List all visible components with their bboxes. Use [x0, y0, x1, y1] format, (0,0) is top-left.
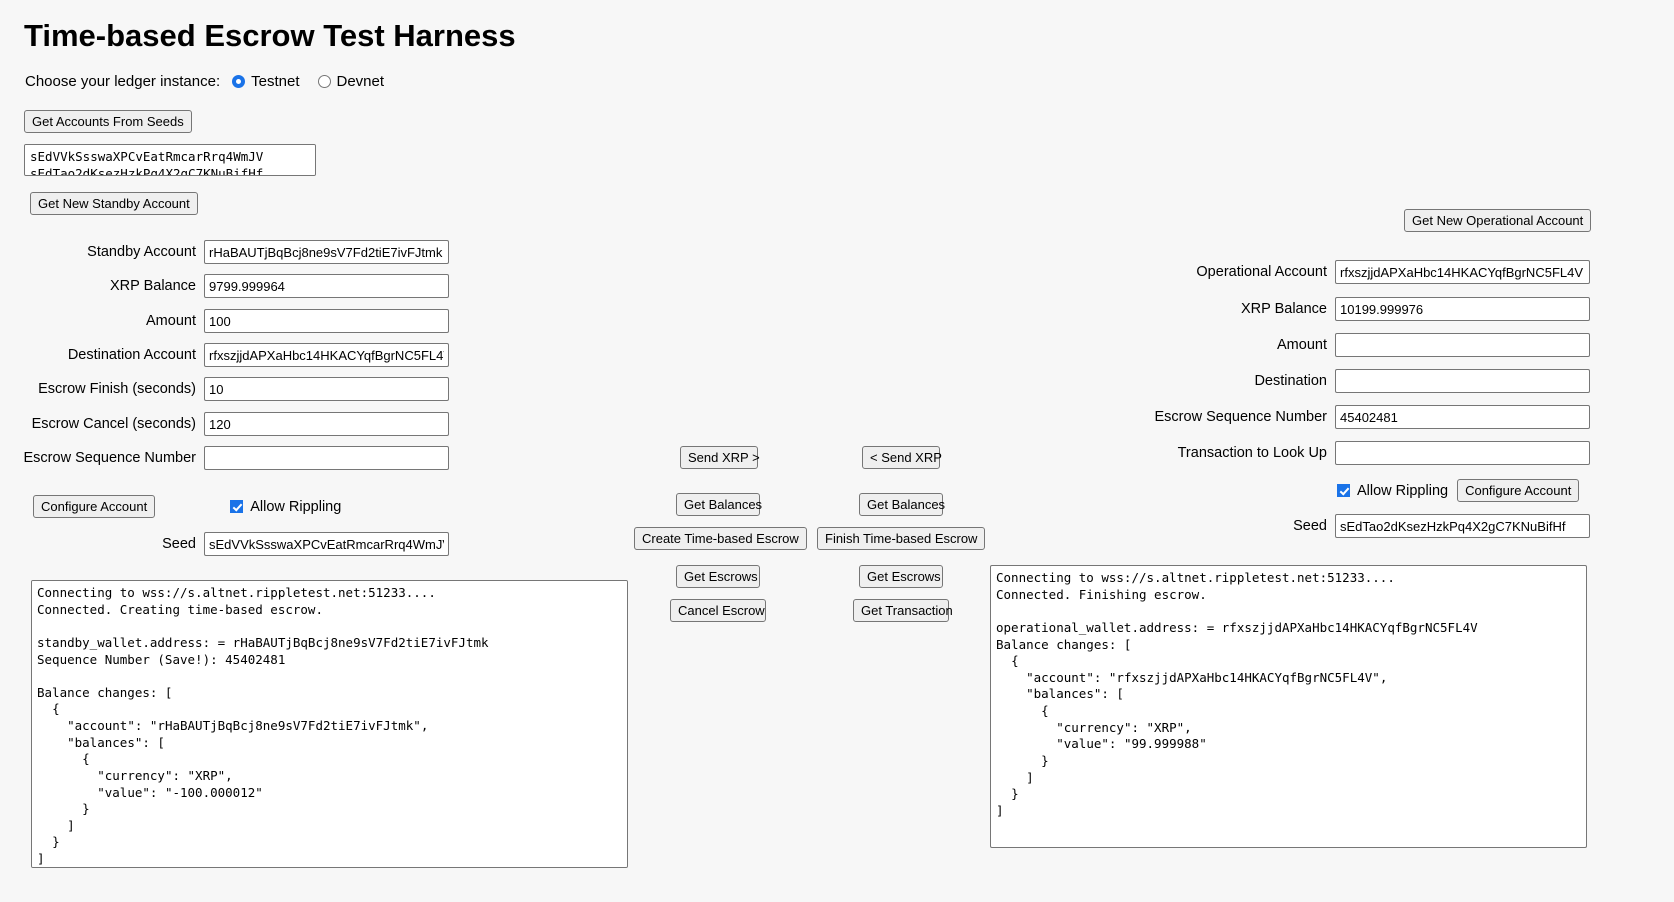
standby-account-input[interactable]	[204, 240, 449, 264]
standby-get-escrows-button[interactable]: Get Escrows	[676, 565, 760, 588]
operational-escrow-sequence-input[interactable]	[1335, 405, 1590, 429]
seeds-textarea[interactable]	[24, 144, 316, 176]
operational-xrp-balance-label: XRP Balance	[1241, 301, 1327, 317]
standby-destination-input[interactable]	[204, 343, 449, 367]
operational-escrow-sequence-row	[1122, 405, 1590, 429]
operational-account-label: Operational Account	[1196, 264, 1327, 280]
standby-escrow-sequence-input[interactable]	[204, 446, 449, 470]
standby-escrow-sequence-row	[0, 446, 449, 470]
get-new-standby-account-button[interactable]: Get New Standby Account	[30, 192, 198, 215]
create-time-based-escrow-button[interactable]: Create Time-based Escrow	[634, 527, 807, 550]
standby-destination-label: Destination Account	[67, 347, 196, 363]
standby-escrow-cancel-row	[0, 412, 449, 436]
operational-amount-label: Amount	[1277, 337, 1327, 353]
operational-amount-row	[1122, 333, 1590, 357]
radio-testnet-indicator[interactable]	[232, 75, 245, 88]
standby-allow-rippling-checkbox[interactable]	[230, 500, 243, 513]
standby-xrp-balance-input[interactable]	[204, 274, 449, 298]
operational-seed-row	[1122, 514, 1590, 538]
radio-devnet[interactable]	[318, 73, 385, 90]
operational-log-textarea[interactable]	[990, 565, 1587, 848]
operational-seed-label: Seed	[1293, 518, 1327, 534]
operational-escrow-sequence-label: Escrow Sequence Number	[1154, 409, 1327, 425]
operational-destination-row	[1122, 369, 1590, 393]
standby-allow-rippling-label: Allow Rippling	[250, 498, 342, 515]
send-xrp-left-button[interactable]: < Send XRP	[862, 446, 940, 469]
standby-escrow-finish-input[interactable]	[204, 377, 449, 401]
standby-log-textarea[interactable]	[31, 580, 628, 868]
operational-seed-input[interactable]	[1335, 514, 1590, 538]
radio-devnet-indicator[interactable]	[318, 75, 331, 88]
get-new-operational-account-button[interactable]: Get New Operational Account	[1404, 209, 1591, 232]
standby-xrp-balance-label: XRP Balance	[110, 278, 196, 294]
operational-configure-row	[1337, 479, 1579, 502]
standby-amount-label: Amount	[146, 313, 196, 329]
get-accounts-from-seeds-button[interactable]: Get Accounts From Seeds	[24, 110, 192, 133]
finish-time-based-escrow-button[interactable]: Finish Time-based Escrow	[817, 527, 985, 550]
operational-destination-label: Destination	[1254, 373, 1327, 389]
standby-amount-input[interactable]	[204, 309, 449, 333]
standby-escrow-cancel-input[interactable]	[204, 412, 449, 436]
standby-amount-row	[0, 309, 449, 333]
radio-testnet-label: Testnet	[251, 73, 300, 90]
operational-get-balances-button[interactable]: Get Balances	[859, 493, 943, 516]
standby-seed-label: Seed	[162, 536, 196, 552]
operational-get-escrows-button[interactable]: Get Escrows	[859, 565, 943, 588]
operational-account-input[interactable]	[1335, 260, 1590, 284]
operational-account-row	[1122, 260, 1590, 284]
operational-allow-rippling-toggle[interactable]	[1337, 483, 1448, 499]
operational-transaction-lookup-input[interactable]	[1335, 441, 1590, 465]
standby-escrow-sequence-label: Escrow Sequence Number	[23, 450, 196, 466]
radio-testnet[interactable]	[232, 73, 299, 90]
operational-transaction-lookup-row	[1122, 441, 1590, 465]
ledger-instance-selector	[25, 73, 402, 90]
operational-xrp-balance-row	[1122, 297, 1590, 321]
operational-allow-rippling-checkbox[interactable]	[1337, 484, 1350, 497]
operational-allow-rippling-label: Allow Rippling	[1357, 482, 1449, 499]
standby-get-balances-button[interactable]: Get Balances	[676, 493, 760, 516]
radio-devnet-label: Devnet	[336, 73, 385, 90]
ledger-instance-label: Choose your ledger instance:	[25, 73, 221, 90]
standby-account-row	[0, 240, 449, 264]
standby-account-label: Standby Account	[87, 244, 196, 260]
standby-seed-input[interactable]	[204, 532, 449, 556]
operational-transaction-lookup-label: Transaction to Look Up	[1177, 445, 1327, 461]
cancel-escrow-button[interactable]: Cancel Escrow	[670, 599, 766, 622]
operational-destination-input[interactable]	[1335, 369, 1590, 393]
standby-destination-row	[0, 343, 449, 367]
standby-escrow-cancel-label: Escrow Cancel (seconds)	[31, 416, 196, 432]
standby-escrow-finish-label: Escrow Finish (seconds)	[38, 381, 196, 397]
operational-amount-input[interactable]	[1335, 333, 1590, 357]
page-title: Time-based Escrow Test Harness	[24, 18, 516, 53]
standby-xrp-balance-row	[0, 274, 449, 298]
standby-seed-row	[0, 532, 449, 556]
standby-escrow-finish-row	[0, 377, 449, 401]
send-xrp-right-button[interactable]: Send XRP >	[680, 446, 758, 469]
operational-configure-account-button[interactable]: Configure Account	[1457, 479, 1579, 502]
standby-configure-row	[33, 495, 341, 518]
operational-xrp-balance-input[interactable]	[1335, 297, 1590, 321]
standby-allow-rippling-toggle[interactable]	[230, 499, 341, 515]
standby-configure-account-button[interactable]: Configure Account	[33, 495, 155, 518]
get-transaction-button[interactable]: Get Transaction	[853, 599, 949, 622]
